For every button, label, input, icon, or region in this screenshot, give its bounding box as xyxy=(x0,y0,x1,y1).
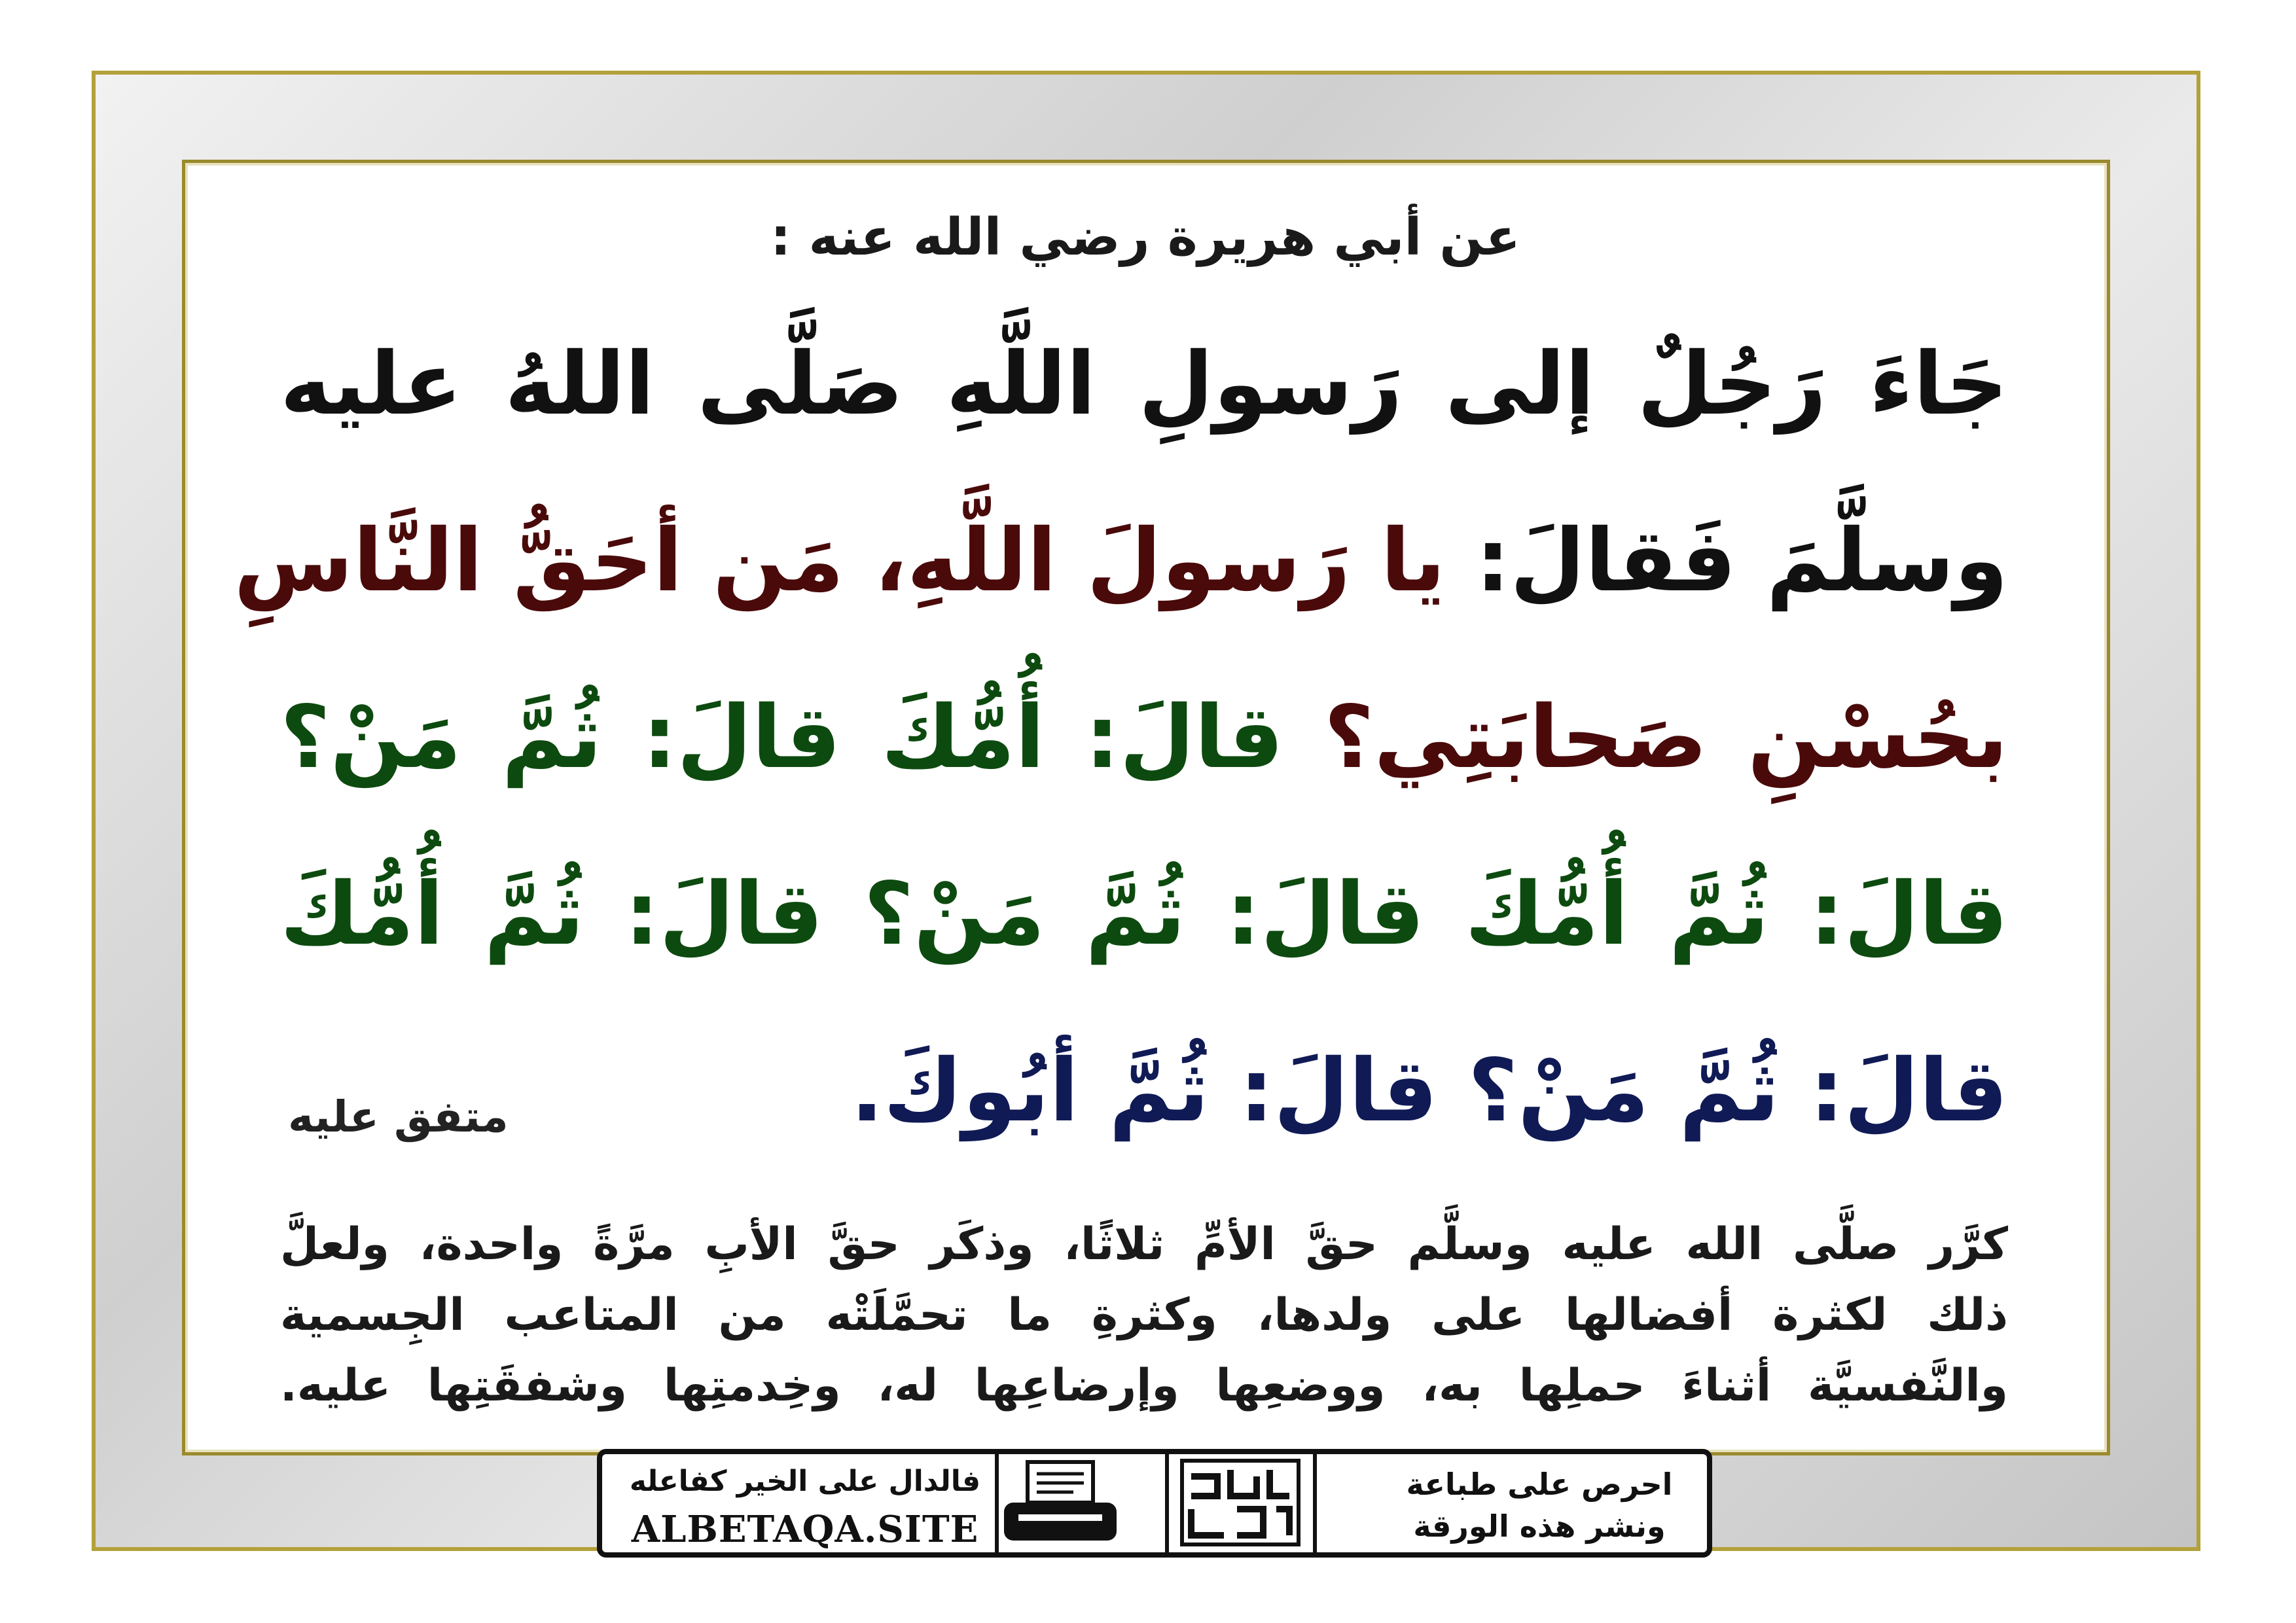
footer-print-line-1: احرص على طباعة xyxy=(1406,1467,1673,1502)
hadith-line-3-green: قالَ: أُمُّكَ قالَ: ثُمَّ مَنْ؟ xyxy=(280,687,1284,788)
hadith-line-4: قالَ: ثُمَّ أُمُّكَ قالَ: ثُمَّ مَنْ؟ قالَ: ثُمَّ أُمُّكَ xyxy=(280,864,2008,965)
footer-motto: فالدال على الخير كفاعله xyxy=(629,1465,981,1498)
hadith-line-2 xyxy=(234,510,2008,611)
hadith-line-2-black: وسلَّمَ فَقالَ: xyxy=(1475,510,2008,611)
dawa-logo xyxy=(1178,1457,1302,1548)
footer-divider-1 xyxy=(995,1454,999,1552)
footer-bar xyxy=(597,1449,1712,1558)
printer-icon xyxy=(1001,1459,1119,1543)
hadith-line-1: جَاءَ رَجُلٌ إلى رَسولِ اللَّهِ صَلَّى اللهُ عليه xyxy=(280,334,2008,435)
footer-print-note xyxy=(1395,1463,1683,1547)
footer-divider-3 xyxy=(1313,1454,1317,1552)
hadith-line-2-maroon: يا رَسولَ اللَّهِ، مَن أحَقُّ النَّاسِ xyxy=(234,510,1446,611)
footer-site: ALBETAQA.SITE xyxy=(631,1508,979,1551)
hadith-line-3 xyxy=(280,687,2008,788)
narrator-line: عن أبي هريرة رضي الله عنه : xyxy=(770,208,1520,267)
hadith-line-3-maroon: بحُسْنِ صَحابَتِي؟ xyxy=(1323,687,2008,788)
source-attribution: متفق عليه xyxy=(288,1092,509,1142)
footer-divider-2 xyxy=(1165,1454,1169,1552)
commentary-line-1: كرَّر صلَّى الله عليه وسلَّم حقَّ الأمِّ ثلاثًا، وذكَر حقَّ الأبِ مرَّةً واحدة، ولعلَّ xyxy=(280,1219,2008,1270)
footer-print-line-2: ونشر هذه الورقة xyxy=(1413,1508,1666,1544)
hadith-line-5: قالَ: ثُمَّ مَنْ؟ قالَ: ثُمَّ أبُوكَ. xyxy=(850,1041,2008,1141)
commentary-line-2: ذلك لكثرة أفضالها على ولدها، وكثرةِ ما تحمَّلَتْه من المتاعب الجِسمية xyxy=(280,1289,2008,1341)
commentary-line-3: والنَّفسيَّة أثناءَ حملِها به، ووضعِها وإرضاعِها له، وخِدمتِها وشفقَتِها عليه. xyxy=(280,1360,2008,1412)
